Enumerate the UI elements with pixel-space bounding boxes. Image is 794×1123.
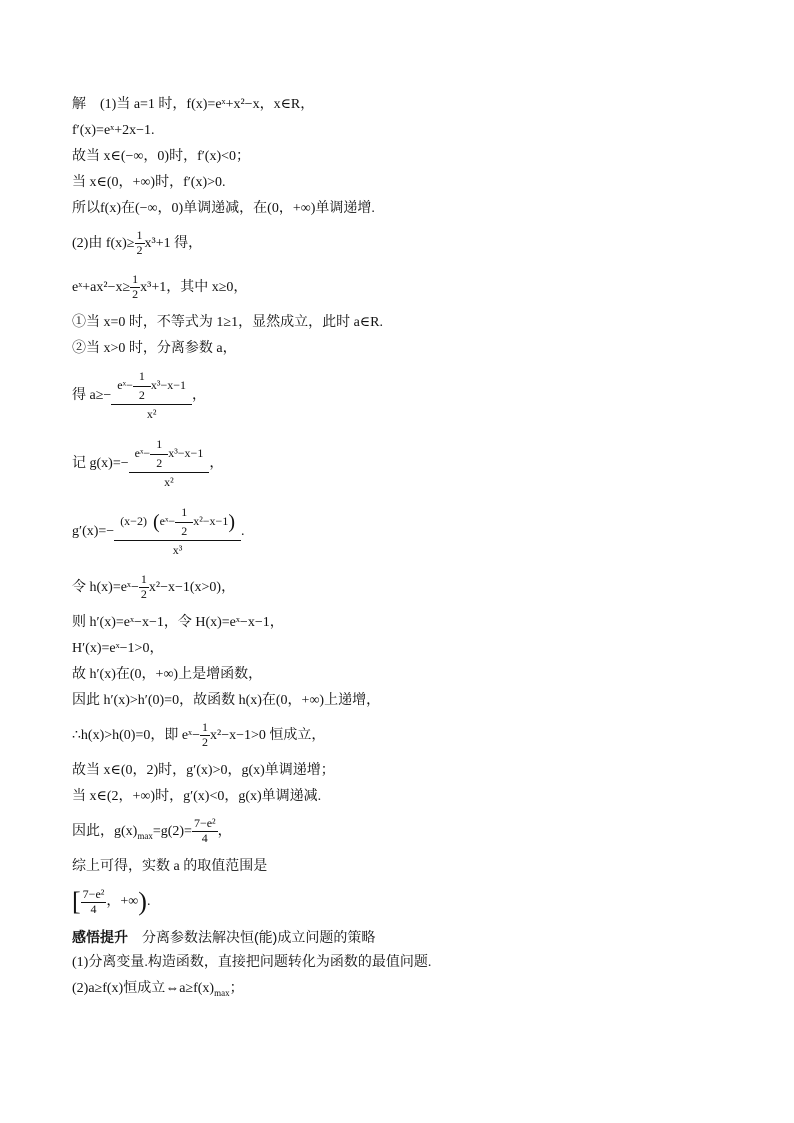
text-line: H′(x)=eˣ−1>0， [72, 641, 164, 656]
numerator: 7−e² [193, 816, 216, 831]
formula-text: x²−x−1 [193, 513, 229, 528]
numerator: 1 [140, 572, 147, 587]
text-line: 综上可得，实数 a 的取值范围是 [72, 859, 268, 874]
denominator: x² [146, 407, 157, 422]
formula-text: 令 h(x)=eˣ− [72, 580, 139, 595]
formula-text: ，+∞ [106, 894, 139, 910]
text-line: 故当 x∈(0，2)时，g′(x)>0，g(x)单调递增； [72, 763, 335, 778]
formula-text: ∴h(x)>h(0)=0，即 eˣ− [72, 728, 201, 743]
section-heading [72, 924, 732, 950]
denominator: 4 [201, 831, 208, 846]
fraction [135, 229, 145, 258]
formula-text: eˣ− [159, 513, 176, 528]
formula-text: (2)a≥f(x)恒成立⇔a≥f(x) [72, 981, 215, 996]
text-line: 当 x∈(0，+∞)时，f′(x)>0. [72, 175, 226, 190]
formula-line [72, 430, 732, 498]
numerator: 1 [202, 720, 209, 735]
formula-line [72, 498, 732, 566]
denominator: 2 [202, 735, 209, 750]
text-line: 因此 h′(x)>h′(0)=0，故函数 h(x)在(0，+∞)上递增， [72, 693, 381, 708]
formula-text: ， [217, 824, 232, 839]
formula-text: g′(x)=− [72, 524, 115, 539]
text-line: 解 (1)当 a=1 时，f(x)=eˣ+x²−x，x∈R， [72, 97, 315, 112]
formula-line [72, 810, 732, 854]
big-fraction [129, 438, 210, 491]
denominator: x³ [172, 543, 183, 558]
formula-line [72, 976, 732, 1002]
formula-text: 得 a≥− [72, 388, 112, 403]
denominator: 2 [136, 243, 143, 258]
text-line: ②当 x>0 时，分离参数 a， [72, 341, 237, 356]
solution-document [72, 92, 732, 1002]
subscript: max [137, 830, 153, 841]
numerator: 1 [136, 228, 143, 243]
fraction [192, 817, 218, 846]
formula-text: 记 g(x)=− [72, 456, 129, 471]
fraction [133, 370, 151, 403]
formula-text: eˣ+ax²−x≥ [72, 280, 131, 295]
formula-text: eˣ− [134, 445, 151, 460]
fraction [175, 506, 193, 539]
formula-line [72, 362, 732, 430]
fraction [200, 721, 210, 750]
formula-line [72, 266, 732, 310]
subscript: max [214, 987, 230, 998]
formula-text: x³+1 得， [144, 236, 203, 251]
big-fraction [114, 506, 241, 559]
numerator: 1 [150, 438, 168, 455]
text-line: (1)分离变量.构造函数，直接把问题转化为函数的最值问题. [72, 955, 432, 970]
formula-text: ； [229, 981, 244, 996]
denominator: 2 [138, 387, 145, 402]
formula-text: . [241, 524, 245, 539]
formula-text: x³−x−1 [150, 377, 186, 392]
text-line: 所以f(x)在(−∞，0)单调递减，在(0，+∞)单调递增. [72, 201, 375, 216]
numerator: (x−2) (eˣ− $\frac{1}{2}$ x²−x−1) [114, 506, 241, 542]
formula-text: (x−2) [120, 513, 147, 528]
formula-text: ， [209, 456, 224, 471]
formula-line [72, 714, 732, 758]
fraction [139, 573, 149, 602]
fraction [150, 438, 168, 471]
formula-text: x³+1，其中 x≥0， [140, 280, 248, 295]
denominator: 2 [140, 587, 147, 602]
formula-text: =g(2)= [152, 824, 192, 839]
formula-text: x²−x−1>0 恒成立， [210, 728, 326, 743]
text-line: 则 h′(x)=eˣ−x−1，令 H(x)=eˣ−x−1， [72, 615, 284, 630]
numerator: 7−e² [82, 886, 105, 901]
formula-line: [ $\frac{\text{7−e²}}{4}$ ，+∞). [72, 886, 151, 916]
formula-text: ， [192, 388, 206, 403]
numerator [129, 438, 210, 474]
fraction [81, 888, 107, 917]
text-line: 故当 x∈(−∞，0)时，f′(x)<0； [72, 149, 251, 164]
denominator: 2 [132, 287, 139, 302]
text-line: 故 h′(x)在(0，+∞)上是增函数， [72, 667, 263, 682]
formula-text: eˣ− [117, 377, 133, 392]
big-fraction [111, 370, 192, 423]
formula-line [72, 566, 732, 610]
formula-text: (2)由 f(x)≥ [72, 236, 135, 251]
numerator: 1 [175, 506, 193, 523]
text-line: 当 x∈(2，+∞)时，g′(x)<0，g(x)单调递减. [72, 789, 322, 804]
formula-text: 因此，g(x) [72, 824, 138, 839]
formula-text: x³−x−1 [168, 445, 204, 460]
formula-text: x²−x−1(x>0)， [148, 580, 236, 595]
numerator: 1 [133, 370, 151, 387]
heading-text: 分离参数法解决恒(能)成立问题的策略 [142, 929, 376, 945]
fraction [130, 273, 140, 302]
numerator [111, 370, 192, 406]
denominator: 2 [156, 455, 163, 470]
denominator: 4 [90, 901, 97, 916]
heading-title: 感悟提升 [72, 929, 128, 945]
text-line: ①当 x=0 时，不等式为 1≥1，显然成立，此时 a∈R. [72, 315, 383, 330]
denominator: x² [164, 475, 174, 490]
numerator: 1 [132, 272, 139, 287]
text-line: f′(x)=eˣ+2x−1. [72, 123, 155, 138]
formula-line [72, 222, 732, 266]
denominator: 2 [181, 523, 188, 538]
